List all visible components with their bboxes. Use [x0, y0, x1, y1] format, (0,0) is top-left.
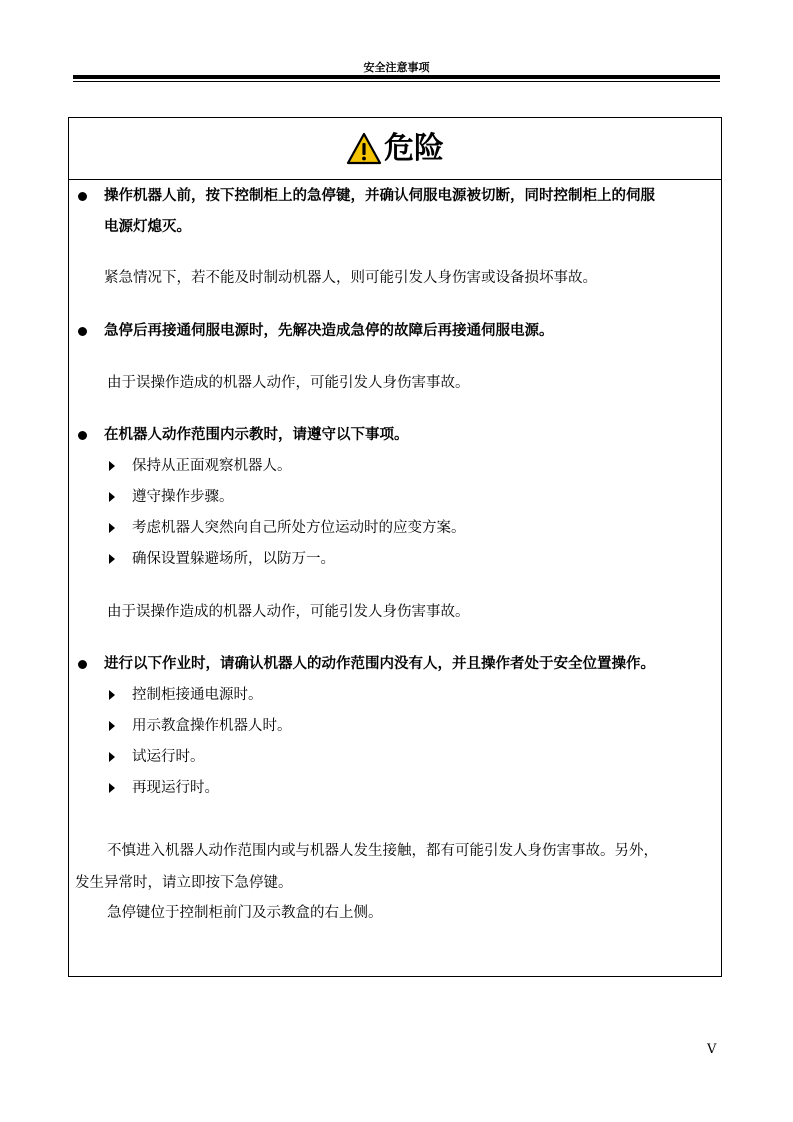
bullet-dot	[78, 431, 87, 440]
section-4-item-4: 再现运行时。	[132, 780, 219, 796]
section-1-note: 紧急情况下，若不能及时制动机器人，则可能引发人身伤害或设备损坏事故。	[104, 270, 597, 286]
closing-line-1: 不慎进入机器人动作范围内或与机器人发生接触，都有可能引发人身伤害事故。另外，	[107, 843, 658, 859]
section-2-heading: 急停后再接通伺服电源时，先解决造成急停的故障后再接通伺服电源。	[104, 323, 554, 339]
section-3-note: 由于误操作造成的机器人动作，可能引发人身伤害事故。	[107, 604, 470, 620]
section-4-item-3: 试运行时。	[132, 749, 205, 765]
section-3-item-2: 遵守操作步骤。	[132, 489, 234, 505]
danger-title: 危险	[384, 130, 444, 166]
section-3-item-3: 考虑机器人突然向自己所处方位运动时的应变方案。	[132, 520, 466, 536]
section-2-note: 由于误操作造成的机器人动作，可能引发人身伤害事故。	[107, 375, 470, 391]
section-4-heading: 进行以下作业时，请确认机器人的动作范围内没有人，并且操作者处于安全位置操作。	[104, 656, 655, 672]
closing-line-3: 急停键位于控制柜前门及示教盒的右上侧。	[107, 905, 383, 921]
header-rule-thin	[73, 81, 720, 82]
bullet-dot	[78, 660, 87, 669]
section-4-item-1: 控制柜接通电源时。	[132, 687, 263, 703]
page-number: V	[707, 1042, 717, 1057]
arrow-bullet-icon	[109, 721, 115, 731]
warning-triangle-icon	[346, 132, 382, 166]
arrow-bullet-icon	[109, 554, 115, 564]
bullet-dot	[78, 327, 87, 336]
section-3-item-4: 确保设置躲避场所，以防万一。	[132, 551, 335, 567]
arrow-bullet-icon	[109, 461, 115, 471]
arrow-bullet-icon	[109, 523, 115, 533]
bullet-dot	[78, 192, 87, 201]
page-header-title: 安全注意事项	[363, 61, 430, 74]
section-3-heading: 在机器人动作范围内示教时，请遵守以下事项。	[104, 427, 409, 443]
section-1-heading-line-1: 操作机器人前，按下控制柜上的急停键，并确认伺服电源被切断，同时控制柜上的伺服	[104, 188, 655, 204]
arrow-bullet-icon	[109, 752, 115, 762]
arrow-bullet-icon	[109, 783, 115, 793]
danger-title-row	[69, 118, 721, 180]
section-4-item-2: 用示教盒操作机器人时。	[132, 718, 292, 734]
section-1-heading-line-2: 电源灯熄灭。	[104, 219, 191, 235]
header-rule-thick	[73, 75, 720, 79]
closing-line-2: 发生异常时，请立即按下急停键。	[75, 875, 293, 891]
arrow-bullet-icon	[109, 492, 115, 502]
arrow-bullet-icon	[109, 690, 115, 700]
section-3-item-1: 保持从正面观察机器人。	[132, 458, 292, 474]
